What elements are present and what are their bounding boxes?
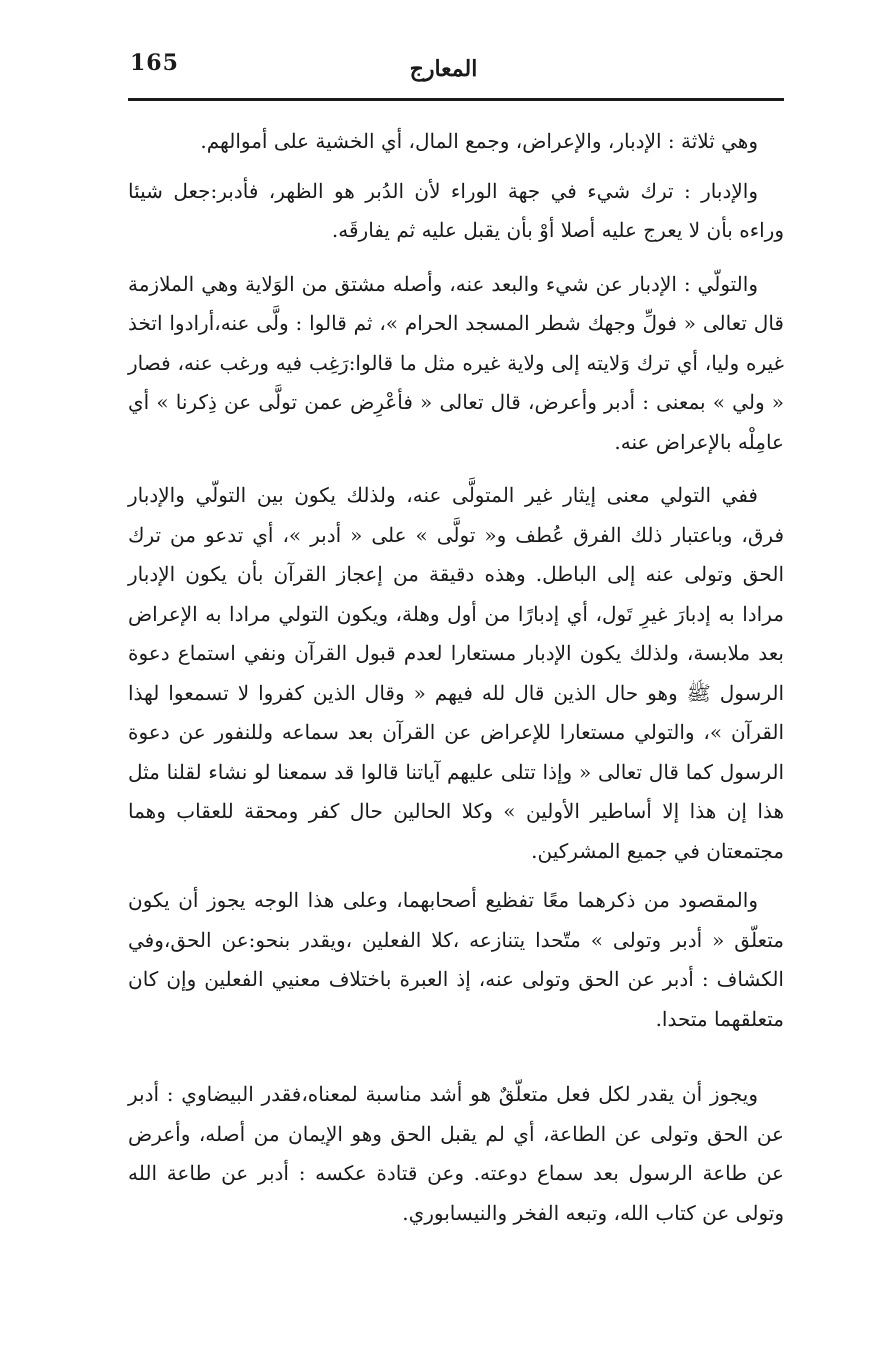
paragraph-4: ففي التولي معنى إيثار غير المتولَّى عنه، ولذلك يكون بين التولّي والإدبار فرق، وباعتبار ذلك الفرق عُطف و« تولَّى » على « أدبر »، أي تدعو من ترك الحق وتولى عنه إلى الباطل. وهذه دقيقة من إعجاز القرآن بأن يكون الإدبار مرادا به إدبارَ غيرِ تَول، أي إدبارًا من أول وهلة، ويكون التولي مرادا به الإعراض بعد ملابسة، ولذلك يكون الإدبار مستعارا لعدم قبول القرآن ونفي استماع دعوة الرسول ﷺ وهو حال الذين قال لله فيهم « وقال الذين كفروا لا تسمعوا لهذا القرآن »، والتولي مستعارا للإعراض عن القرآن بعد سماعه وللنفور عن دعوة الرسول كما قال تعالى « وإذا تتلى عليهم آياتنا قالوا قد سمعنا لو نشاء لقلنا مثل هذا إن هذا إلا أساطير الأولين » وكلا الحالين حال كفر ومحقة للعقاب وهما مجتمعتان في جميع المشركين. <box>128 483 785 863</box>
paragraph-5: والمقصود من ذكرهما معًا تفظيع أصحابهما، وعلى هذا الوجه يجوز أن يكون متعلّق « أدبر وتولى » متّحدا يتنازعه ،كلا الفعلين ،ويقدر بنحو:عن الحق،وفي الكشاف : أدبر عن الحق وتولى عنه، إذ العبرة باختلاف معنيي الفعلين وإن كان متعلقهما متحدا. <box>128 888 784 1031</box>
paragraph-2: والإدبار : ترك شيء في جهة الوراء لأن الدُبر هو الظهر، فأدبر:جعل شيئا وراءه بأن لا يعرج عليه أصلا أوْ بأن يقبل عليه ثم يفارقَه. <box>128 178 784 242</box>
paragraph-1: وهي ثلاثة : الإدبار، والإعراض، وجمع المال، أي الخشية على أموالهم. <box>200 129 758 153</box>
body-text <box>128 122 784 1233</box>
running-title: المعارج <box>409 56 478 82</box>
header-rule <box>128 98 784 101</box>
paragraph-3: والتولّي : الإدبار عن شيء والبعد عنه، وأصله مشتق من الوَلاية وهي الملازمة قال تعالى « فولِّ وجهك شطر المسجد الحرام »، ثم قالوا : ولَّى عنه،أرادوا اتخذ غيره وليا، أي ترك وَلايته إلى ولاية غيره مثل ما قالوا:رَغِب فيه ورغب عنه، فصار « ولي » بمعنى : أدبر وأعرض، قال تعالى « فأعْرِض عمن تولَّى عن ذِكرنا » أي عامِلْه بالإعراض عنه. <box>128 271 784 454</box>
paragraph-6: ويجوز أن يقدر لكل فعل متعلّقٌ هو أشد مناسبة لمعناه،فقدر البيضاوي : أدبر عن الحق وتولى عن الطاعة، أي لم يقبل الحق وهو الإيمان من أصله، وأعرض عن طاعة الرسول بعد سماع دوعته. وعن قتادة عكسه : أدبر عن طاعة الله وتولى عن كتاب الله، وتبعه الفخر والنيسابوري. <box>128 1082 784 1225</box>
page-number: 165 <box>130 50 179 76</box>
